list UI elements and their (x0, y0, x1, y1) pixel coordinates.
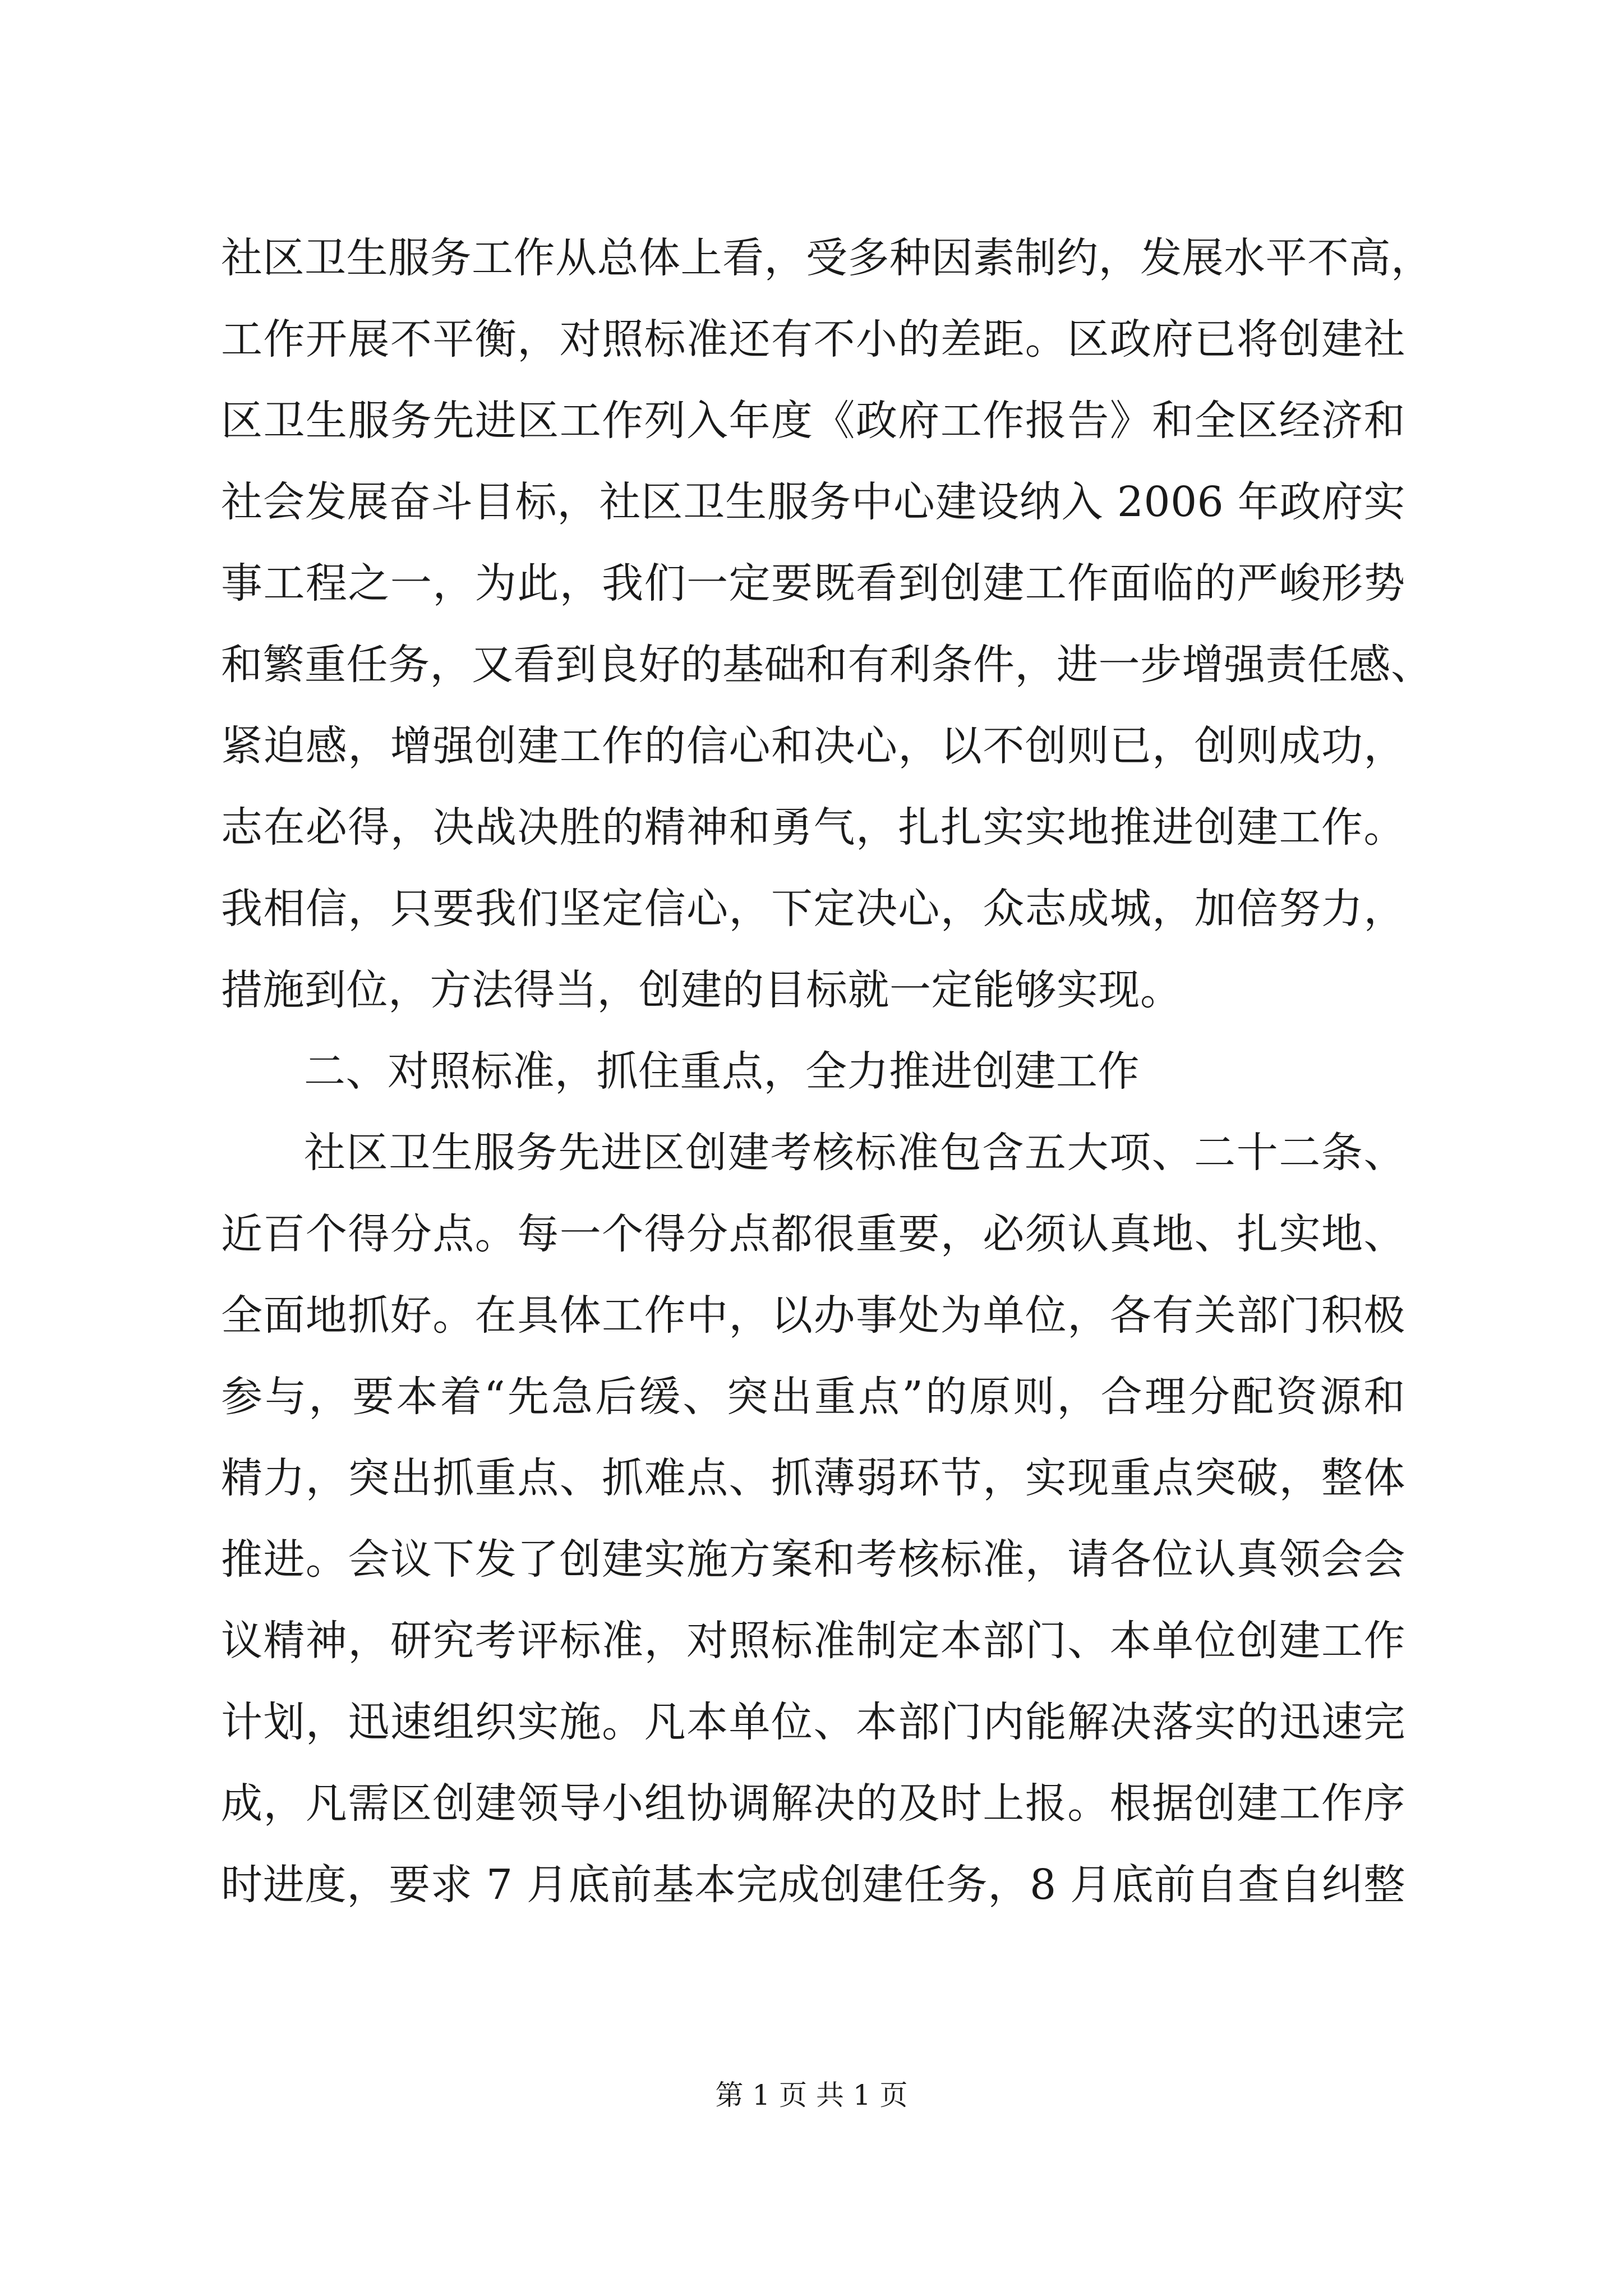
paragraph-line: 志在必得，决战决胜的精神和勇气，扎扎实实地推进创建工作。 (221, 803, 1405, 852)
paragraph-line: 计划，迅速组织实施。凡本单位、本部门内能解决落实的迅速完 (221, 1698, 1405, 1746)
paragraph-line: 社会发展奋斗目标，社区卫生服务中心建设纳入 2006 年政府实 (221, 478, 1405, 526)
paragraph-line: 工作开展不平衡，对照标准还有不小的差距。区政府已将创建社 (221, 315, 1405, 364)
paragraph-line: 时进度，要求 7 月底前基本完成创建任务，8 月底前自查自纠整 (221, 1861, 1405, 1909)
paragraph-line: 参与，要本着“先急后缓、突出重点”的原则，合理分配资源和 (221, 1373, 1405, 1421)
paragraph-line: 社区卫生服务先进区创建考核标准包含五大项、二十二条、 (304, 1129, 1405, 1177)
paragraph-line: 议精神，研究考评标准，对照标准制定本部门、本单位创建工作 (221, 1617, 1405, 1665)
paragraph-line: 措施到位，方法得当，创建的目标就一定能够实现。 (221, 966, 1182, 1014)
paragraph-line: 事工程之一，为此，我们一定要既看到创建工作面临的严峻形势 (221, 559, 1405, 608)
paragraph-line: 成，凡需区创建领导小组协调解决的及时上报。根据创建工作序 (221, 1779, 1405, 1828)
body-text (221, 218, 1433, 1926)
paragraph-line: 推进。会议下发了创建实施方案和考核标准，请各位认真领会会 (221, 1535, 1405, 1584)
paragraph-line: 和繁重任务，又看到良好的基础和有利条件，进一步增强责任感、 (221, 641, 1433, 689)
paragraph-line: 紧迫感，增强创建工作的信心和决心，以不创则已，创则成功， (221, 722, 1405, 770)
page-number-footer: 第 1 页 共 1 页 (715, 2079, 908, 2111)
paragraph-line: 精力，突出抓重点、抓难点、抓薄弱环节，实现重点突破，整体 (221, 1454, 1405, 1502)
paragraph-line: 近百个得分点。每一个得分点都很重要，必须认真地、扎实地、 (221, 1210, 1405, 1258)
paragraph-line: 我相信，只要我们坚定信心，下定决心，众志成城，加倍努力， (221, 885, 1405, 933)
paragraph-line: 社区卫生服务工作从总体上看，受多种因素制约，发展水平不高， (221, 234, 1433, 282)
paragraph-line: 全面地抓好。在具体工作中，以办事处为单位，各有关部门积极 (221, 1291, 1405, 1340)
section-heading: 二、对照标准，抓住重点，全力推进创建工作 (304, 1047, 1140, 1096)
paragraph-line: 区卫生服务先进区工作列入年度《政府工作报告》和全区经济和 (221, 397, 1405, 445)
